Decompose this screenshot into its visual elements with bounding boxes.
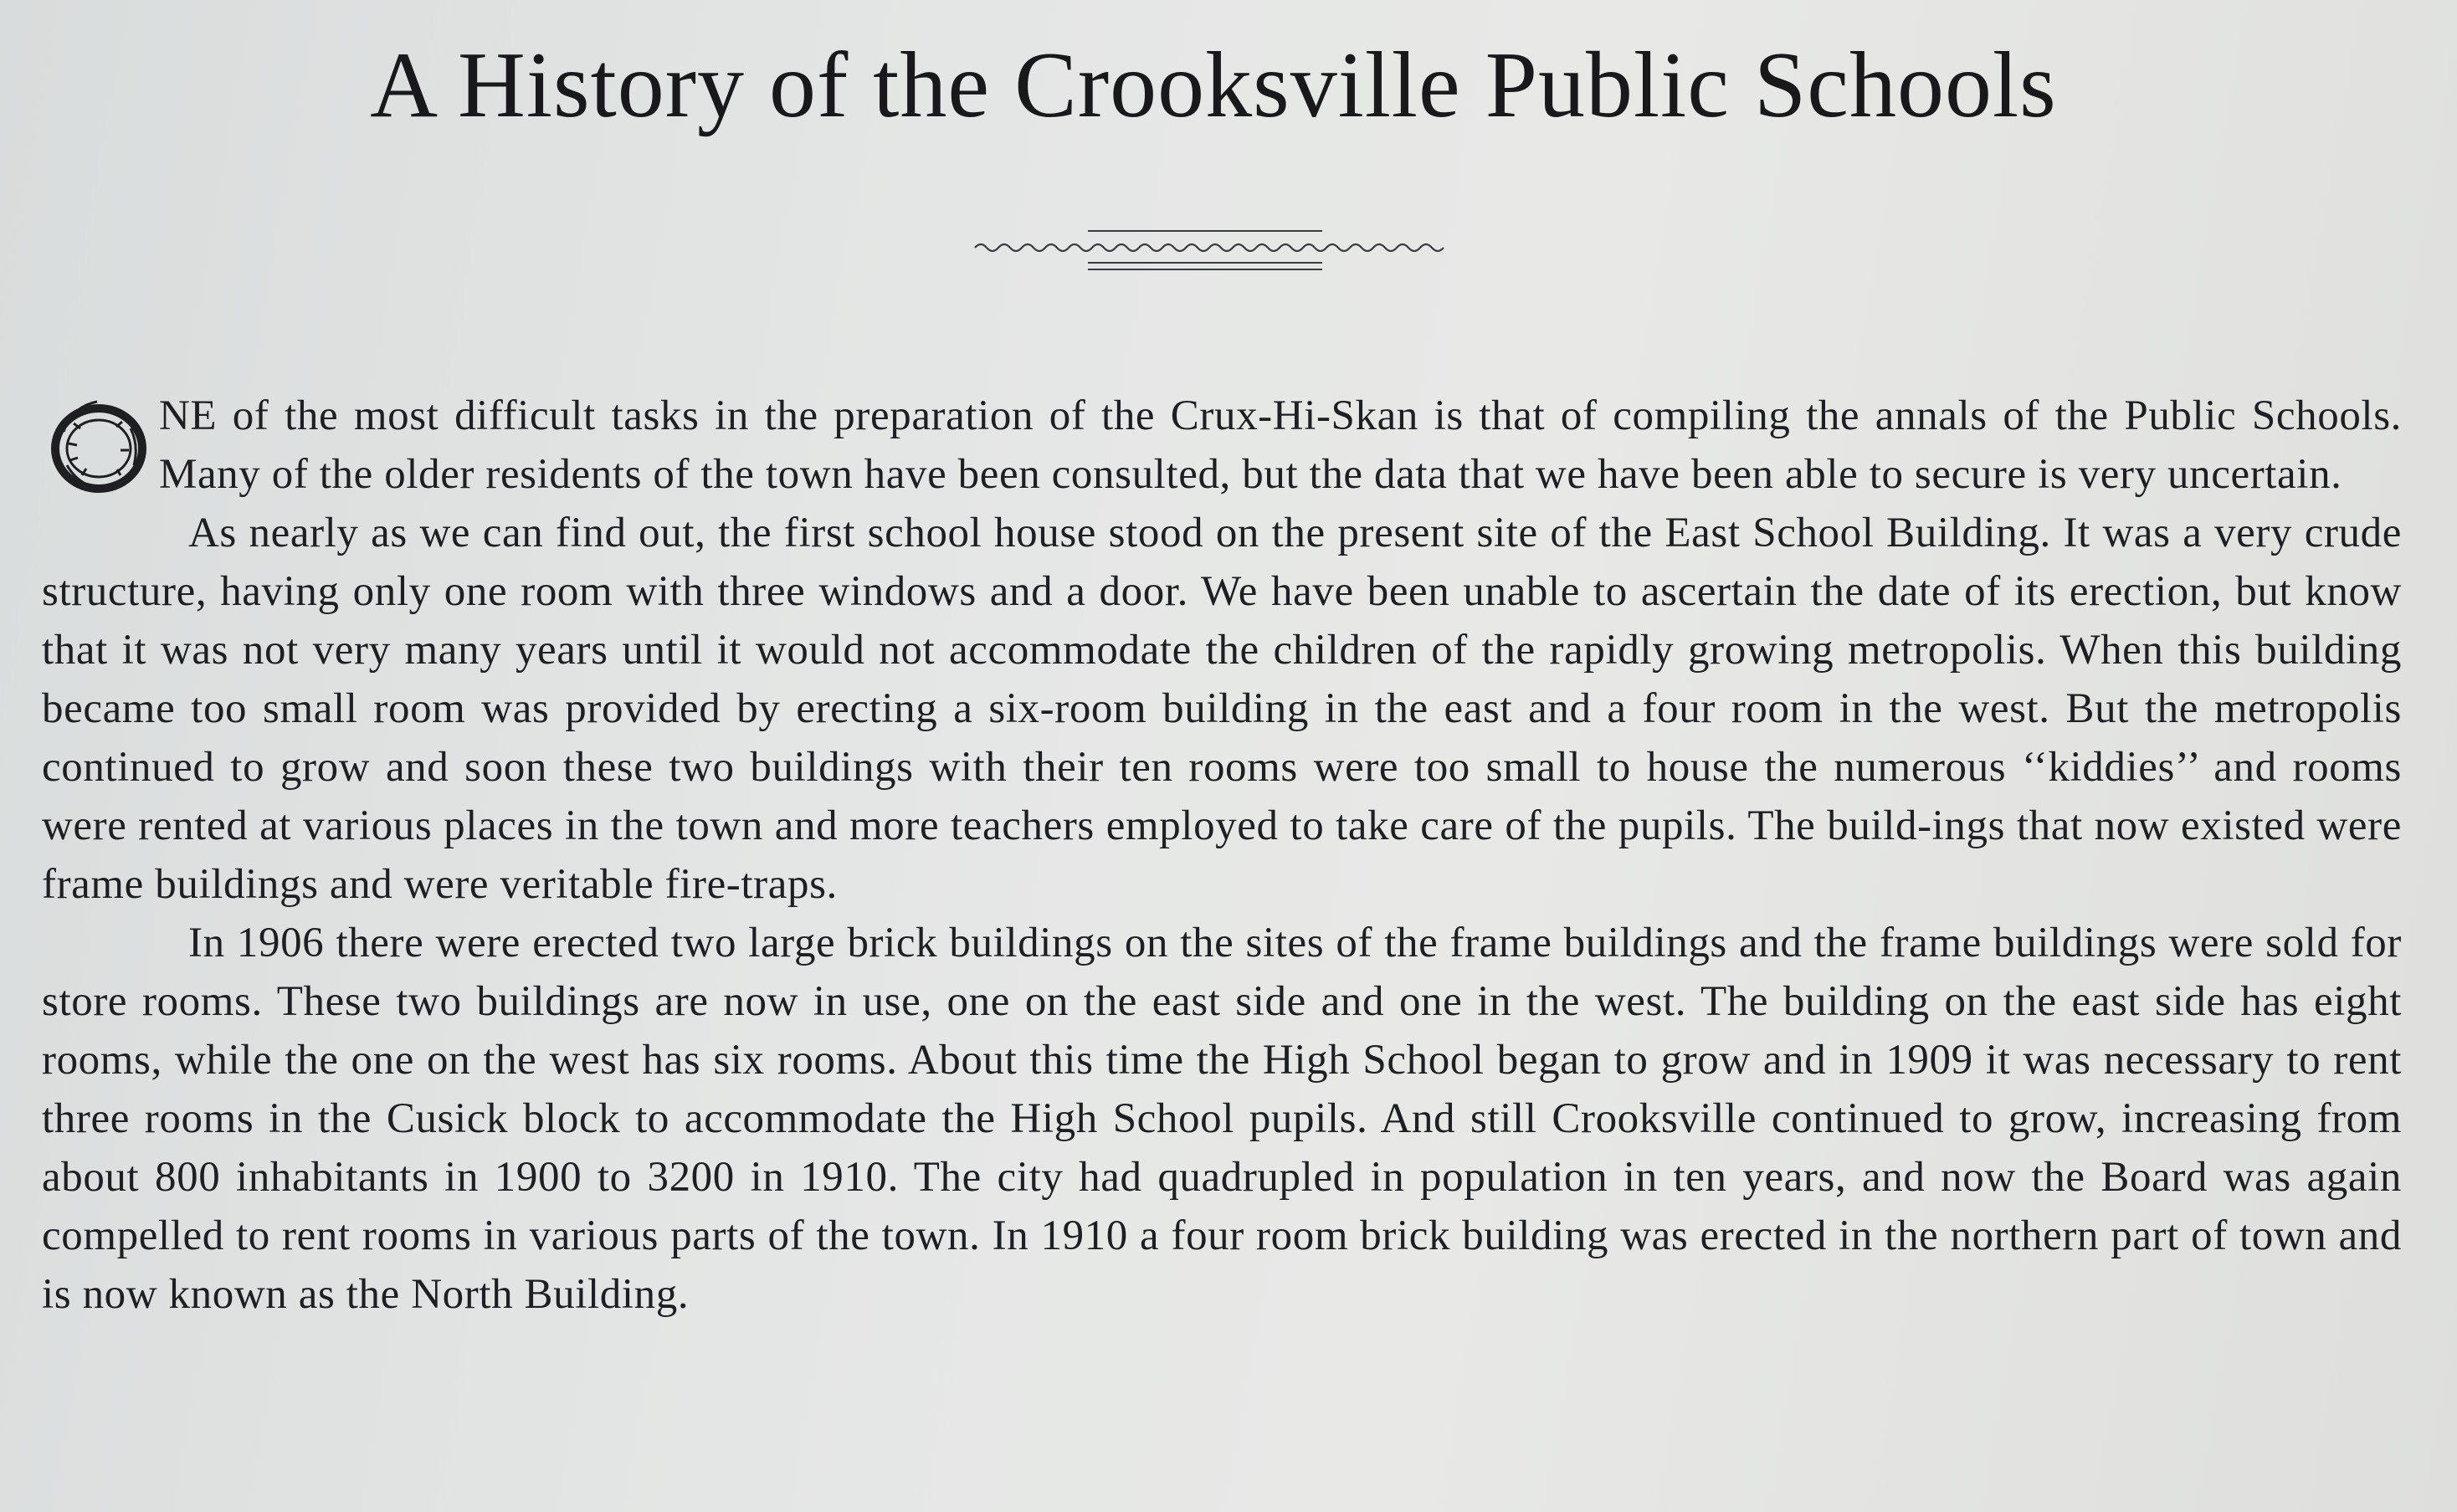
page-title: A History of the Crooksville Public Schools — [370, 33, 2057, 137]
paragraph-first-school-house: As nearly as we can find out, the first school house stood on the present site of the East School Building. It was a very crude structure, having only one room with three windows and a door. We have been unable to ascertain the date of its erection, but know that it was not very many years until it would not accommodate the children of the rapidly growing metropolis. When this building became too small room was provided by erecting a six-room building in the east and a four room in the west. But the metropolis continued to grow and soon these two buildings with their ten rooms were too small to house the numerous ‘‘kiddies’’ and rooms were rented at various places in the town and more teachers employed to take care of the pupils. The build-ings that now existed were frame buildings and were veritable fire-traps. — [42, 510, 2402, 908]
dropcap-o-icon — [49, 398, 149, 499]
paragraph-intro: NE of the most difficult tasks in the preparation of the Crux-Hi-Skan is that of compiling the annals of the Public Schools. Many of the older residents of the town have been consulted, but the data that we have been able to secure is very uncertain. — [159, 392, 2402, 498]
article-body — [42, 387, 2402, 1324]
decorative-divider-icon — [971, 224, 1448, 276]
paragraph-brick-buildings: In 1906 there were erected two large brick buildings on the sites of the frame buildings and the frame buildings were sold for store rooms. These two buildings are now in use, one on the east side and one in the west. The building on the east side has eight rooms, while the one on the west has six rooms. About this time the High School began to grow and in 1909 it was necessary to rent three rooms in the Cusick block to accommodate the High School pupils. And still Crooksville continued to grow, increasing from about 800 inhabitants in 1900 to 3200 in 1910. The city had quadrupled in population in ten years, and now the Board was again compelled to rent rooms in various parts of the town. In 1910 a four room brick building was erected in the northern part of town and is now known as the North Building. — [42, 920, 2402, 1318]
